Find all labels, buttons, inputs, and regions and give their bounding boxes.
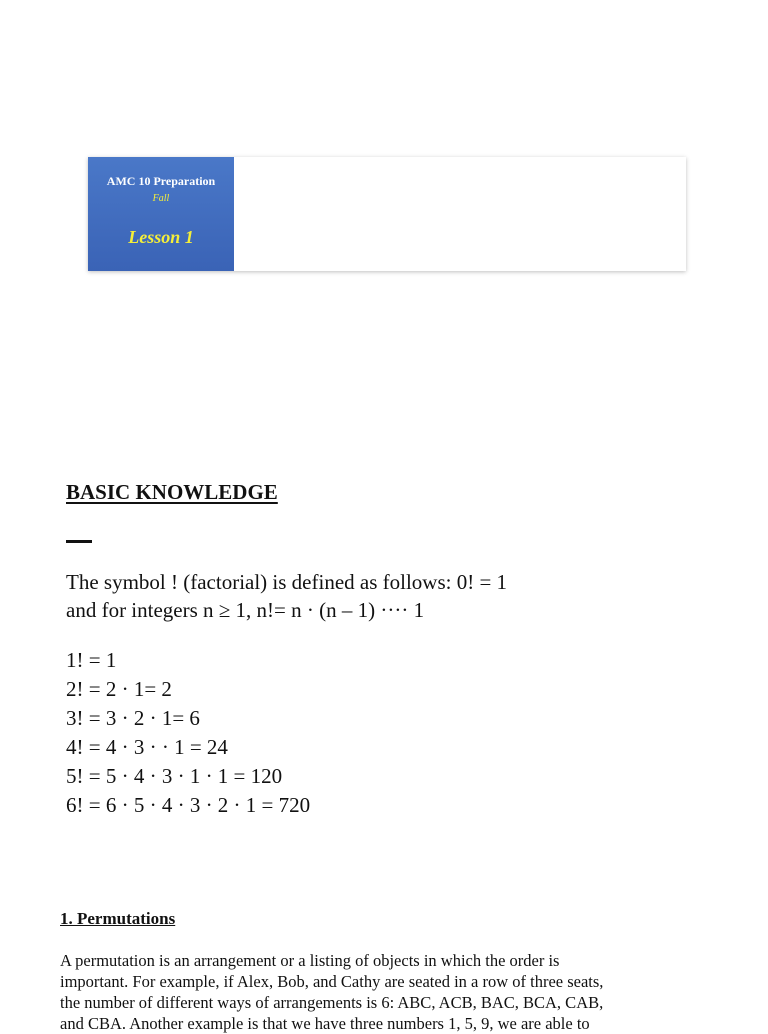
factorial-examples [66,646,310,820]
section-heading: BASIC KNOWLEDGE [66,480,278,504]
lesson-title-box [88,157,234,271]
permutations-heading: 1. Permutations [60,909,176,928]
definition-line: The symbol ! (factorial) is defined as follows: 0! = 1 [66,570,508,594]
paragraph-line: the number of different ways of arrangements is 6: ABC, ACB, BAC, BCA, CAB, [60,993,604,1012]
definition-line: and for integers n ≥ 1, n!= n · (n – 1) ···· 1 [66,598,425,622]
permutations-paragraph [60,950,700,1034]
factorial-row: 5! = 5 · 4 · 3 · 1 · 1 = 120 [66,764,283,788]
paragraph-line: A permutation is an arrangement or a listing of objects in which the order is [60,951,560,970]
factorial-row: 6! = 6 · 5 · 4 · 3 · 2 · 1 = 720 [66,793,311,817]
lesson-header-card [88,157,686,271]
factorial-row: 2! = 2 · 1= 2 [66,677,172,701]
factorial-row: 4! = 4 · 3 · · 1 = 24 [66,735,228,759]
factorial-row: 1! = 1 [66,648,117,672]
factorial-definition [66,568,507,624]
paragraph-line: important. For example, if Alex, Bob, and Cathy are seated in a row of three seats, [60,972,604,991]
paragraph-line: and CBA. Another example is that we have three numbers 1, 5, 9, we are able to [60,1014,590,1033]
factorial-row: 3! = 3 · 2 · 1= 6 [66,706,200,730]
lesson-label: Lesson 1 [128,227,194,247]
divider-dash [66,540,92,543]
course-title: AMC 10 Preparation [106,174,216,188]
term-label: Fall [152,193,170,204]
